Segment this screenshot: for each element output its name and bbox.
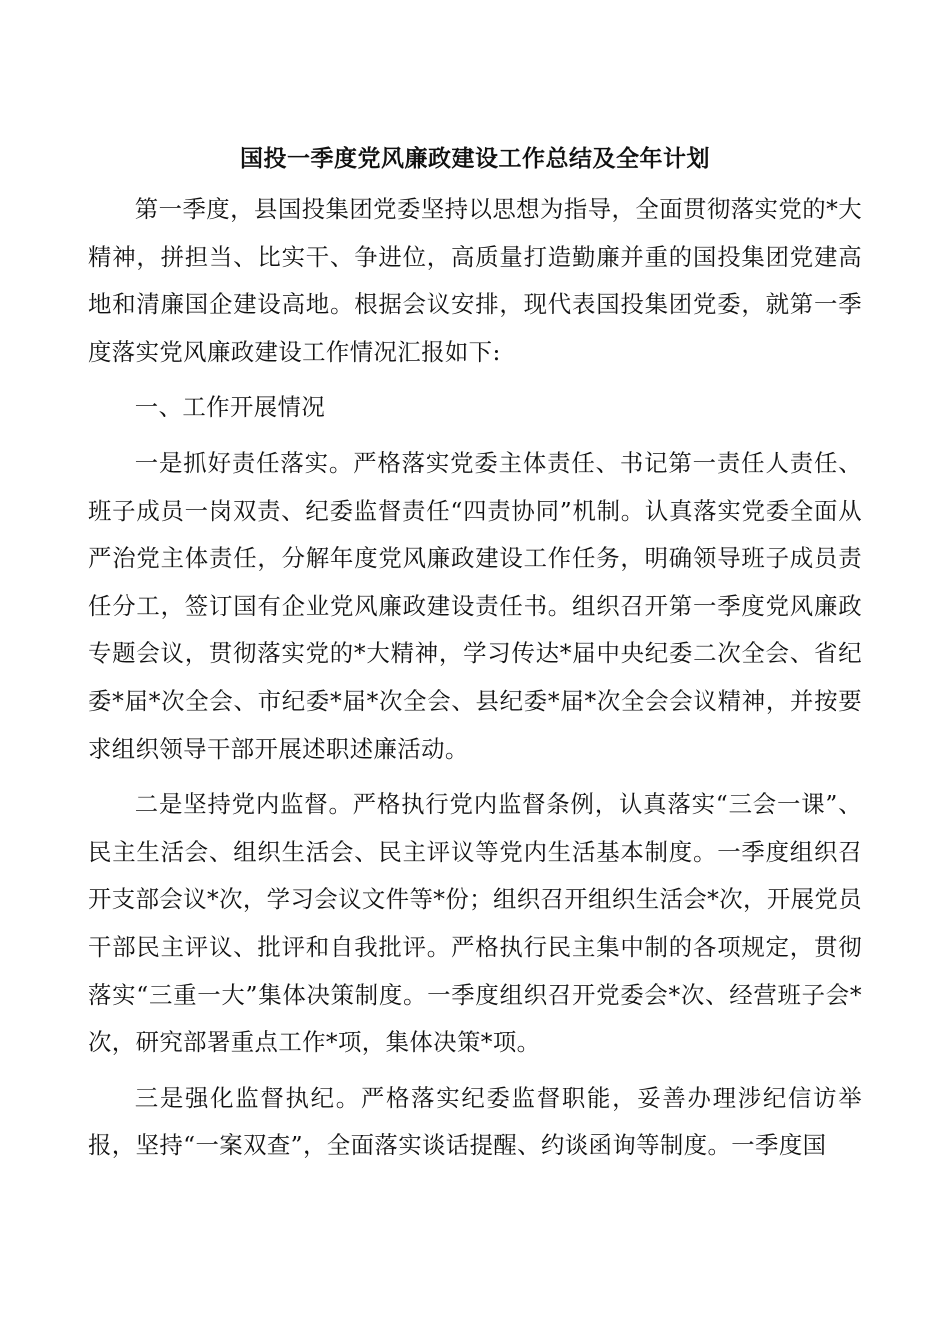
paragraph-discipline: 三是强化监督执纪。严格落实纪委监督职能，妥善办理涉纪信访举报，坚持“一案双查”，全面落实谈话提醒、约谈函询等制度。一季度国	[88, 1083, 862, 1160]
document-title: 国投一季度党风廉政建设工作总结及全年计划	[240, 146, 710, 172]
paragraph-responsibility: 一是抓好责任落实。严格落实党委主体责任、书记第一责任人责任、班子成员一岗双责、纪委监督责任“四责协同”机制。认真落实党委全面从严治党主体责任，分解年度党风廉政建设工作任务，明确领导班子成员责任分工，签订国有企业党风廉政建设责任书。组织召开第一季度党风廉政专题会议，贯彻落实党的*大精神，学习传达*届中央纪委二次全会、省纪委*届*次全会、市纪委*届*次全会、县纪委*届*次全会会议精神，并按要求组织领导干部开展述职述廉活动。	[88, 448, 862, 763]
paragraph-supervision: 二是坚持党内监督。严格执行党内监督条例，认真落实“三会一课”、民主生活会、组织生活会、民主评议等党内生活基本制度。一季度组织召开支部会议*次，学习会议文件等*份；组织召开组织生活会*次，开展党员干部民主评议、批评和自我批评。严格执行民主集中制的各项规定，贯彻落实“三重一大”集体决策制度。一季度组织召开党委会*次、经营班子会*次，研究部署重点工作*项，集体决策*项。	[88, 790, 862, 1057]
paragraph-intro: 第一季度，县国投集团党委坚持以思想为指导，全面贯彻落实党的*大精神，拼担当、比实干、争进位，高质量打造勤廉并重的国投集团党建高地和清廉国企建设高地。根据会议安排，现代表国投集团党委，就第一季度落实党风廉政建设工作情况汇报如下:	[88, 195, 862, 366]
document-body	[88, 186, 862, 1170]
section-heading: 一、工作开展情况	[134, 393, 326, 422]
